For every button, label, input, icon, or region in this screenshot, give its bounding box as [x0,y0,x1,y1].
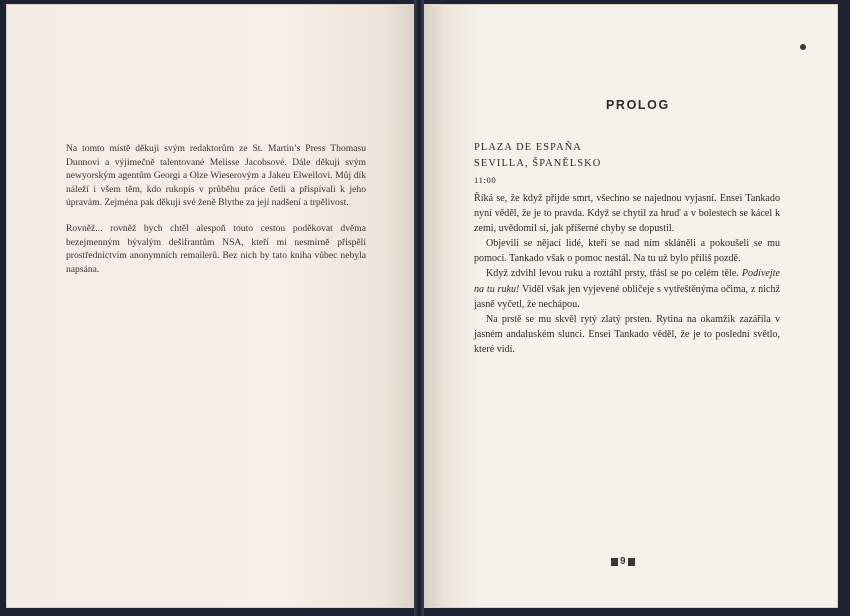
page-number [611,556,635,567]
folio-bar-left [611,558,618,566]
dateline-place: PLAZA DE ESPAÑA [474,142,582,153]
prologue-paragraph-1: Říká se, že když přijde smrt, všechno se najednou vyjasní. Ensei Tankado nyní věděl, že je to pravda. Když se chytil za hruď a v bolestech se kácel k zemi, uvědomil si, jak příšerné chyby se dopustil. [474,193,780,235]
prologue-paragraph-3-start: Když zdvihl levou ruku a roztáhl prsty, třásl se po celém těle. [486,268,742,280]
prologue-text [474,191,780,357]
left-page [6,4,414,608]
page-number-value: 9 [620,556,626,567]
prologue-paragraph-4: Na prstě se mu skvěl rytý zlatý prsten. Rytina na okamžik zazářila v jasném andaluském slunci. Ensei Tankado věděl, že je to poslední světlo, které vidí. [474,313,780,355]
dateline-city: SEVILLA, ŠPANĚLSKO [474,158,602,169]
prologue-italic-exclamation: Podívejte na tu ruku! [474,268,780,295]
acknowledgements-paragraph-2: Rovněž... rovněž bych chtěl alespoň touto cestou poděkovat dvěma bezejmenným bývalým dešifrantům NSA, kteří mi nesmírně přispěli prostřednictvím anonymních remailerů. Bez nich by tato kniha vůbec nebyla napsána. [66,222,366,275]
acknowledgements [66,142,366,288]
prologue-paragraph-3 [474,266,780,311]
chapter-title: PROLOG [606,98,670,112]
ink-spot [800,44,806,50]
dateline-time: 11:00 [474,175,497,185]
dateline [474,140,601,188]
book-gutter [414,0,424,616]
prologue-paragraph-3-end: Viděl však jen vyjevené obličeje s vytřeštěnýma očima, z nichž jasně vyčetl, že nechápou. [474,283,781,310]
prologue-paragraph-2: Objevili se nějací lidé, kteří se nad ním skláněli a pokoušeli se mu pomoci. Tankado však o pomoc nestál. Na tu už bylo příliš pozdě. [474,238,780,265]
acknowledgements-paragraph-1: Na tomto místě děkuji svým redaktorům ze St. Martin’s Press Thomasu Dunnovi a výjimečně talentované Melisse Jacobsové. Dále děkuji svým newyorským agentům Georgi a Olze Wieserovým a Jakeu Elwellovi. Můj dík náleží i všem těm, kdo rukopis v průběhu práce četli a přispívali k jeho úpravám. Zejména pak děkuji své ženě Blythe za její nadšení a trpělivost. [66,143,366,209]
folio-bar-right [628,558,635,566]
